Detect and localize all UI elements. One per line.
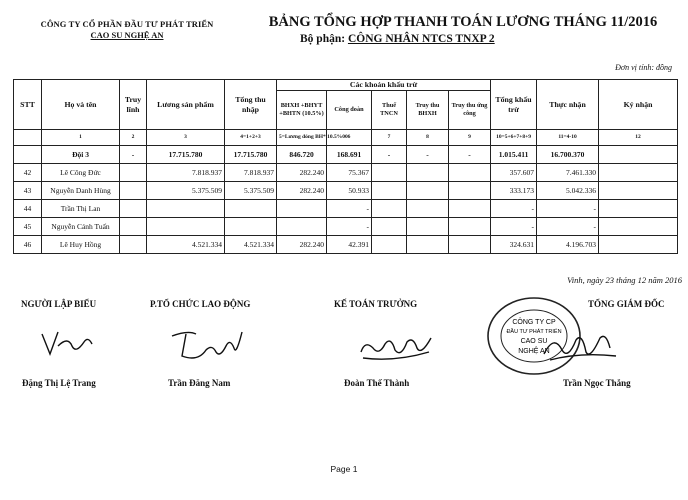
thuc-nhan-cell: 5.042.336 bbox=[537, 182, 599, 200]
stt-cell: 43 bbox=[14, 182, 42, 200]
truy-linh-cell bbox=[120, 164, 147, 182]
truy-thu-ung-cell bbox=[449, 164, 491, 182]
col-thue-tncn: Thuế TNCN bbox=[372, 91, 407, 130]
thue-cell: - bbox=[372, 146, 407, 164]
signature-accountant bbox=[355, 332, 435, 364]
date-line: Vinh, ngày 23 tháng 12 năm 2016 bbox=[567, 275, 682, 285]
tong-khau-tru-cell: 1.015.411 bbox=[491, 146, 537, 164]
tong-thu-nhap-cell bbox=[225, 200, 277, 218]
ky-nhan-cell bbox=[599, 164, 678, 182]
thuc-nhan-cell: 7.461.330 bbox=[537, 164, 599, 182]
stamp-line-4: NGHỆ AN bbox=[518, 348, 550, 355]
index-cell: 2 bbox=[120, 130, 147, 146]
index-cell bbox=[14, 130, 42, 146]
tong-khau-tru-cell: 357.607 bbox=[491, 164, 537, 182]
truy-thu-bhxh-cell bbox=[407, 200, 449, 218]
signer-title-accountant: KẾ TOÁN TRƯỞNG bbox=[334, 299, 418, 309]
truy-thu-bhxh-cell bbox=[407, 236, 449, 254]
stt-cell bbox=[14, 146, 42, 164]
luong-cell: 7.818.937 bbox=[147, 164, 225, 182]
index-cell: 11=4-10 bbox=[537, 130, 599, 146]
truy-linh-cell bbox=[120, 218, 147, 236]
stt-cell: 42 bbox=[14, 164, 42, 182]
index-cell: 10=5+6+7+8+9 bbox=[491, 130, 537, 146]
payroll-table bbox=[13, 79, 678, 254]
signer-title-labor: P.TỔ CHỨC LAO ĐỘNG bbox=[150, 299, 251, 309]
signature-director bbox=[540, 330, 620, 366]
cong-doan-cell: - bbox=[327, 218, 372, 236]
table-row bbox=[14, 146, 678, 164]
truy-thu-ung-cell bbox=[449, 182, 491, 200]
col-name: Họ và tên bbox=[42, 80, 120, 130]
col-tong-khau-tru: Tổng khấu trừ bbox=[491, 80, 537, 130]
thuc-nhan-cell: 16.700.370 bbox=[537, 146, 599, 164]
col-stt: STT bbox=[14, 80, 42, 130]
truy-linh-cell: - bbox=[120, 146, 147, 164]
col-tong-thu-nhap: Tổng thu nhập bbox=[225, 80, 277, 130]
name-cell: Nguyễn Danh Hùng bbox=[42, 182, 120, 200]
truy-thu-ung-cell bbox=[449, 218, 491, 236]
name-cell: Lê Huy Hồng bbox=[42, 236, 120, 254]
index-row bbox=[14, 130, 678, 146]
stt-cell: 45 bbox=[14, 218, 42, 236]
thuc-nhan-cell: - bbox=[537, 218, 599, 236]
ky-nhan-cell bbox=[599, 146, 678, 164]
company-name-line1: CÔNG TY CỔ PHẦN ĐẦU TƯ PHÁT TRIỂN bbox=[40, 19, 214, 29]
ky-nhan-cell bbox=[599, 218, 678, 236]
signer-name-labor: Trần Đăng Nam bbox=[168, 378, 231, 388]
thuc-nhan-cell: - bbox=[537, 200, 599, 218]
signer-title-director: TỔNG GIÁM ĐỐC bbox=[588, 299, 665, 309]
col-bhxh: BHXH +BHYT +BHTN (10.5%) bbox=[277, 91, 327, 130]
page-number: Page 1 bbox=[330, 464, 358, 474]
ky-nhan-cell bbox=[599, 182, 678, 200]
index-cell: 8 bbox=[407, 130, 449, 146]
table-row bbox=[14, 218, 678, 236]
tong-khau-tru-cell: - bbox=[491, 218, 537, 236]
cong-doan-cell: 42.391 bbox=[327, 236, 372, 254]
truy-thu-bhxh-cell bbox=[407, 164, 449, 182]
name-cell: Nguyễn Cảnh Tuấn bbox=[42, 218, 120, 236]
thue-cell bbox=[372, 218, 407, 236]
header-row-1 bbox=[14, 80, 678, 91]
tong-khau-tru-cell: - bbox=[491, 200, 537, 218]
index-cell: 5=Lương đóng BH* 10.5%00 bbox=[277, 130, 327, 146]
col-truy-thu-bhxh: Truy thu BHXH bbox=[407, 91, 449, 130]
bhxh-cell: 846.720 bbox=[277, 146, 327, 164]
bhxh-cell: 282.240 bbox=[277, 182, 327, 200]
col-group-khau-tru: Các khoản khấu trừ bbox=[277, 80, 491, 91]
luong-cell bbox=[147, 200, 225, 218]
unit-note: Đơn vị tính: đồng bbox=[615, 63, 672, 72]
thue-cell bbox=[372, 200, 407, 218]
tong-thu-nhap-cell: 17.715.780 bbox=[225, 146, 277, 164]
col-truy-thu-ung-cong: Truy thu ứng công bbox=[449, 91, 491, 130]
stt-cell: 44 bbox=[14, 200, 42, 218]
stt-cell: 46 bbox=[14, 236, 42, 254]
thue-cell bbox=[372, 182, 407, 200]
index-cell: 6 bbox=[327, 130, 372, 146]
cong-doan-cell: 168.691 bbox=[327, 146, 372, 164]
tong-khau-tru-cell: 333.173 bbox=[491, 182, 537, 200]
stamp-line-1: CÔNG TY CP bbox=[512, 319, 556, 326]
truy-thu-bhxh-cell bbox=[407, 182, 449, 200]
luong-cell: 17.715.780 bbox=[147, 146, 225, 164]
index-cell: 7 bbox=[372, 130, 407, 146]
index-cell: 9 bbox=[449, 130, 491, 146]
cong-doan-cell: - bbox=[327, 200, 372, 218]
col-luong-san-pham: Lương sản phẩm bbox=[147, 80, 225, 130]
tong-thu-nhap-cell: 4.521.334 bbox=[225, 236, 277, 254]
truy-linh-cell bbox=[120, 182, 147, 200]
table-row bbox=[14, 236, 678, 254]
truy-linh-cell bbox=[120, 200, 147, 218]
signature-preparer bbox=[38, 328, 98, 360]
ky-nhan-cell bbox=[599, 236, 678, 254]
truy-thu-ung-cell: - bbox=[449, 146, 491, 164]
stamp-line-2: ĐẦU TƯ PHÁT TRIỂN bbox=[506, 329, 562, 335]
company-name-line2: CAO SU NGHỆ AN bbox=[90, 30, 164, 40]
name-cell: Đội 3 bbox=[42, 146, 120, 164]
truy-thu-ung-cell bbox=[449, 236, 491, 254]
thue-cell bbox=[372, 164, 407, 182]
signer-title-preparer: NGƯỜI LẬP BIỂU bbox=[21, 299, 97, 309]
bhxh-cell bbox=[277, 200, 327, 218]
signer-name-preparer: Đặng Thị Lệ Trang bbox=[22, 378, 96, 388]
truy-thu-ung-cell bbox=[449, 200, 491, 218]
thuc-nhan-cell: 4.196.703 bbox=[537, 236, 599, 254]
truy-linh-cell bbox=[120, 236, 147, 254]
document-title: BẢNG TỔNG HỢP THANH TOÁN LƯƠNG THÁNG 11/2016 bbox=[268, 14, 658, 30]
truy-thu-bhxh-cell bbox=[407, 218, 449, 236]
bhxh-cell: 282.240 bbox=[277, 236, 327, 254]
table-row bbox=[14, 182, 678, 200]
department-line bbox=[300, 33, 495, 45]
table-row bbox=[14, 200, 678, 218]
index-cell: 4=1+2+3 bbox=[225, 130, 277, 146]
tong-thu-nhap-cell: 7.818.937 bbox=[225, 164, 277, 182]
col-thuc-nhan: Thực nhận bbox=[537, 80, 599, 130]
cong-doan-cell: 75.367 bbox=[327, 164, 372, 182]
department-label: Bộ phận: bbox=[300, 33, 346, 45]
department-value: CÔNG NHÂN NTCS TNXP 2 bbox=[347, 33, 495, 45]
tong-thu-nhap-cell bbox=[225, 218, 277, 236]
col-ky-nhan: Ký nhận bbox=[599, 80, 678, 130]
tong-thu-nhap-cell: 5.375.509 bbox=[225, 182, 277, 200]
table-row bbox=[14, 164, 678, 182]
signature-labor bbox=[168, 328, 246, 364]
truy-thu-bhxh-cell: - bbox=[407, 146, 449, 164]
index-cell: 3 bbox=[147, 130, 225, 146]
luong-cell bbox=[147, 218, 225, 236]
cong-doan-cell: 50.933 bbox=[327, 182, 372, 200]
index-cell: 12 bbox=[599, 130, 678, 146]
luong-cell: 5.375.509 bbox=[147, 182, 225, 200]
name-cell: Lê Công Đức bbox=[42, 164, 120, 182]
stamp-line-3: CAO SU bbox=[520, 338, 548, 345]
bhxh-cell bbox=[277, 218, 327, 236]
thue-cell bbox=[372, 236, 407, 254]
bhxh-cell: 282.240 bbox=[277, 164, 327, 182]
name-cell: Trần Thị Lan bbox=[42, 200, 120, 218]
luong-cell: 4.521.334 bbox=[147, 236, 225, 254]
signer-name-director: Trần Ngọc Thắng bbox=[563, 378, 631, 388]
col-cong-doan: Công đoàn bbox=[327, 91, 372, 130]
signer-name-accountant: Đoàn Thế Thành bbox=[344, 378, 410, 388]
tong-khau-tru-cell: 324.631 bbox=[491, 236, 537, 254]
index-cell: 1 bbox=[42, 130, 120, 146]
ky-nhan-cell bbox=[599, 200, 678, 218]
col-truy-linh: Truy lĩnh bbox=[120, 80, 147, 130]
